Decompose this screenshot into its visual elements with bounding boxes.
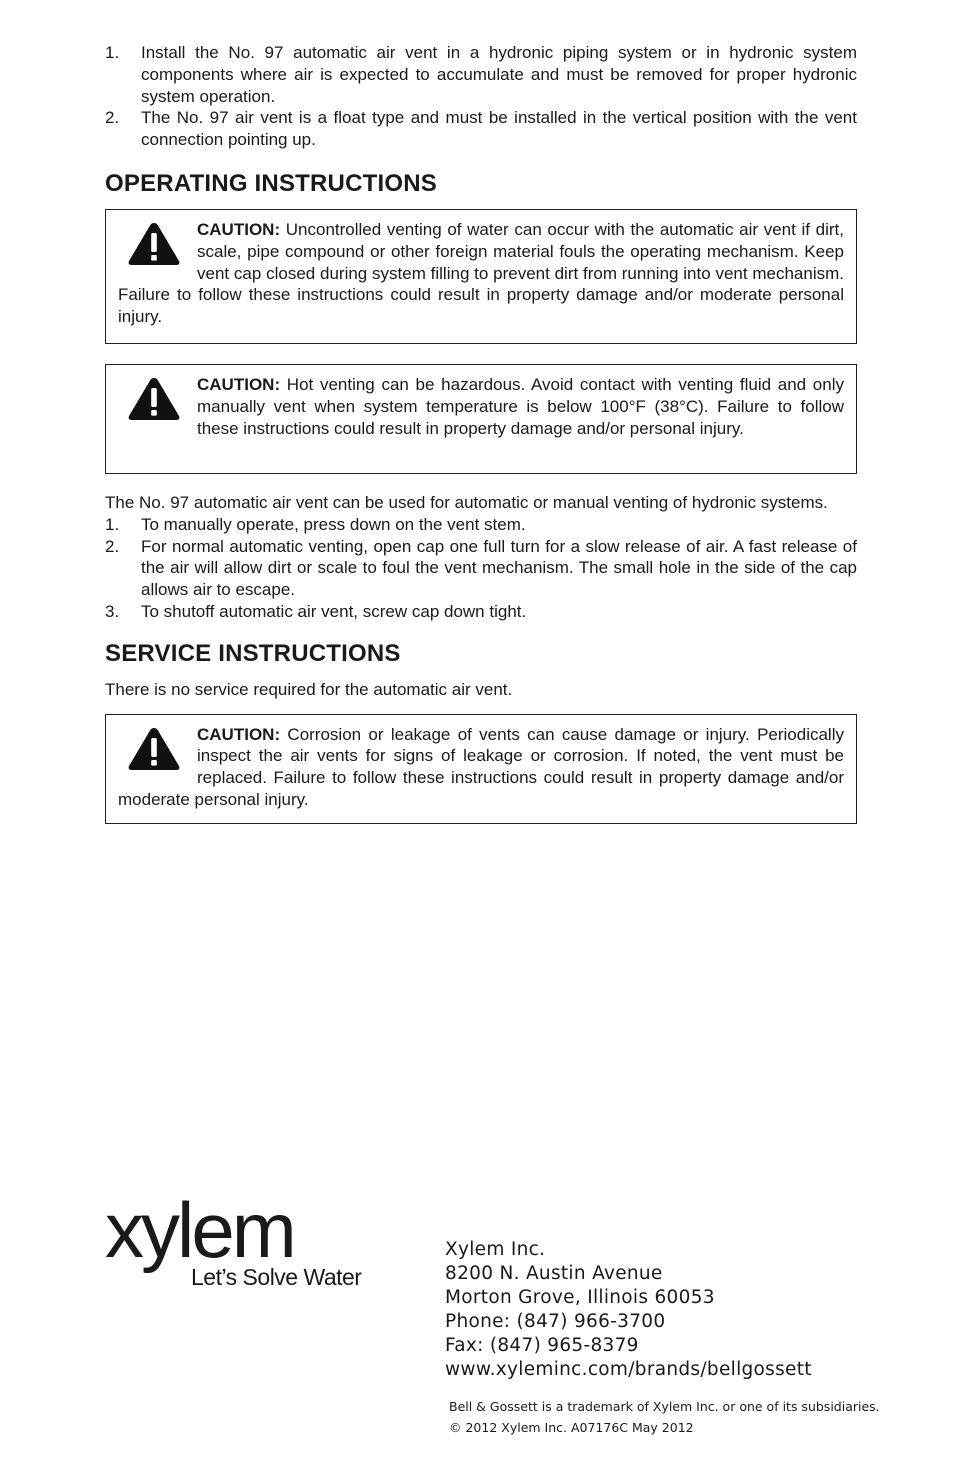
- logo-tagline: Let’s Solve Water: [191, 1264, 362, 1290]
- caution-text: Hot venting can be hazardous. Avoid contact with venting fluid and only manually vent when system temperature is below 100°F (38°C). Failure to follow these instructions could result in property damage and/or personal injury.: [197, 374, 844, 438]
- step-number: 1.: [105, 43, 120, 62]
- legal-notice: [449, 1396, 880, 1438]
- operating-heading: OPERATING INSTRUCTIONS: [105, 169, 437, 197]
- step-text: Install the No. 97 automatic air vent in a hydronic piping system or in hydronic system components where air is expected to accumulate and must be removed for proper hydronic system operation.: [141, 43, 857, 106]
- company-address: [445, 1238, 812, 1382]
- step-text: To manually operate, press down on the vent stem.: [141, 514, 526, 534]
- caution-label: CAUTION:: [197, 374, 281, 394]
- caution-box-corrosion: [105, 714, 857, 824]
- warning-triangle-icon: [127, 377, 181, 421]
- caution-label: CAUTION:: [197, 219, 281, 239]
- list-item: [105, 42, 857, 107]
- document-body: [105, 42, 857, 824]
- step-text: The No. 97 air vent is a float type and must be installed in the vertical position with the vent connection pointing up.: [141, 108, 857, 150]
- trademark-notice: Bell & Gossett is a trademark of Xylem Inc. or one of its subsidiaries.: [449, 1399, 880, 1414]
- address-line: Xylem Inc.: [445, 1239, 546, 1260]
- service-heading: SERVICE INSTRUCTIONS: [105, 639, 401, 667]
- list-item: [105, 601, 857, 623]
- address-line: Morton Grove, Illinois 60053: [445, 1287, 715, 1308]
- step-number: 2.: [105, 108, 120, 128]
- step-number: 3.: [105, 601, 120, 621]
- website-link[interactable]: www.xyleminc.com/brands/bellgossett: [445, 1359, 812, 1380]
- warning-triangle-icon: [127, 222, 181, 266]
- caution-box-hot-venting: [105, 364, 857, 474]
- step-number: 1.: [105, 514, 120, 534]
- copyright-notice: © 2012 Xylem Inc. A07176C May 2012: [449, 1420, 694, 1435]
- caution-text: Uncontrolled venting of water can occur with the automatic air vent if dirt, scale, pipe compound or other foreign material fouls the operating mechanism. Keep vent cap closed during system filling to prevent dirt from running into vent mechanism. Failure to follow these instructions could result in property damage and/or moderate personal injury.: [118, 219, 844, 327]
- address-line: Phone: (847) 966-3700: [445, 1311, 666, 1332]
- operating-steps: [105, 514, 857, 623]
- xylem-logo: [105, 1186, 385, 1300]
- step-text: To shutoff automatic air vent, screw cap down tight.: [141, 601, 527, 621]
- list-item: [105, 536, 857, 601]
- operating-intro: The No. 97 automatic air vent can be used for automatic or manual venting of hydronic systems.: [105, 492, 828, 512]
- list-item: [105, 107, 857, 151]
- caution-label: CAUTION:: [197, 724, 281, 744]
- step-number: 2.: [105, 536, 120, 556]
- service-intro: There is no service required for the automatic air vent.: [105, 679, 513, 699]
- address-line: 8200 N. Austin Avenue: [445, 1263, 663, 1284]
- logo-wordmark: xylem: [105, 1186, 294, 1274]
- address-line: Fax: (847) 965-8379: [445, 1335, 639, 1356]
- caution-box-contaminants: [105, 209, 857, 344]
- warning-triangle-icon: [127, 727, 181, 771]
- step-text: For normal automatic venting, open cap one full turn for a slow release of air. A fast release of the air will allow dirt or scale to foul the vent mechanism. The small hole in the side of the cap allows air to escape.: [141, 536, 857, 600]
- install-steps: [105, 42, 857, 151]
- caution-text: Corrosion or leakage of vents can cause damage or injury. Periodically inspect the air vents for signs of leakage or corrosion. If noted, the vent must be replaced. Failure to follow these instructions could result in property damage and/or moderate personal injury.: [118, 724, 844, 809]
- list-item: [105, 514, 857, 536]
